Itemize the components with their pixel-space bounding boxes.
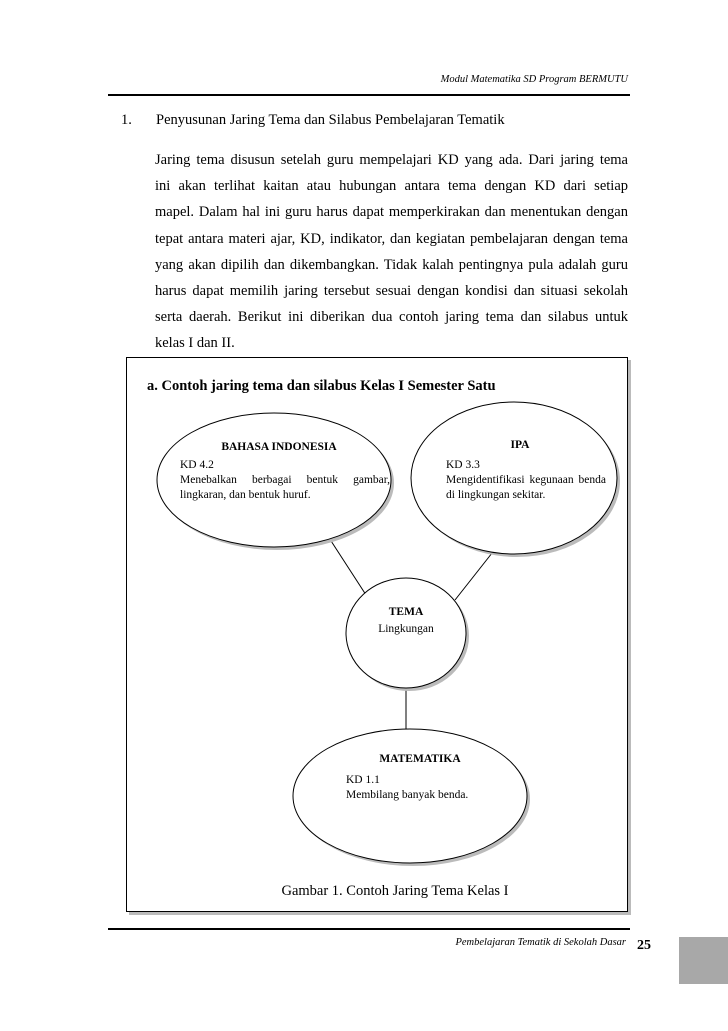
matematika-kd: KD 1.1	[346, 774, 380, 786]
paragraph-line: yang akan dipilih dan dikembangkan. Tidak kalah pentingnya pula adalah guru	[155, 256, 628, 273]
ipa-title: IPA	[510, 439, 530, 451]
bahasa-kd: KD 4.2	[180, 459, 214, 471]
figure-caption: Gambar 1. Contoh Jaring Tema Kelas I	[281, 883, 509, 899]
footer-rule	[108, 928, 630, 930]
bahasa-desc: Menebalkan berbagai bentuk gambar, lingkaran, dan bentuk huruf.	[180, 474, 390, 501]
paragraph-line: serta daerah. Berikut ini diberikan dua contoh jaring tema dan silabus untuk	[155, 309, 628, 326]
running-header: Modul Matematika SD Program BERMUTU	[440, 74, 628, 85]
page-number: 25	[637, 938, 651, 953]
paragraph-line: Jaring tema disusun setelah guru mempelajari KD yang ada. Dari jaring tema	[155, 152, 628, 168]
bahasa-title: BAHASA INDONESIA	[221, 441, 337, 453]
figure-title: a. Contoh jaring tema dan silabus Kelas I Semester Satu	[147, 378, 496, 394]
paragraph-line: harus dapat memilih jaring tersebut sesuai dengan kondisi dan situasi sekolah	[155, 283, 628, 300]
paragraph-line: kelas I dan II.	[155, 335, 235, 352]
section-number: 1.	[121, 112, 132, 128]
running-footer: Pembelajaran Tematik di Sekolah Dasar	[455, 937, 626, 948]
ipa-desc: Mengidentifikasi kegunaan benda di lingkungan sekitar.	[446, 474, 606, 501]
connector-ipa-tema	[455, 548, 496, 600]
paragraph-line: mapel. Dalam hal ini guru harus dapat memperkirakan dan menentukan dengan	[155, 204, 628, 221]
paragraph-line: ini akan terlihat kaitan atau hubungan antara tema dengan KD dari setiap	[155, 178, 628, 195]
section-title: Penyusunan Jaring Tema dan Silabus Pembelajaran Tematik	[156, 112, 505, 128]
paragraph-line: tepat antara materi ajar, KD, indikator, dan kegiatan pembelajaran dengan tema	[155, 230, 628, 247]
tema-title: TEMA	[388, 606, 424, 618]
page-tab-marker	[679, 937, 728, 984]
ipa-kd: KD 3.3	[446, 459, 480, 471]
matematika-title: MATEMATIKA	[379, 753, 461, 765]
matematika-desc: Membilang banyak benda.	[346, 789, 469, 801]
tema-name: Lingkungan	[378, 623, 434, 635]
